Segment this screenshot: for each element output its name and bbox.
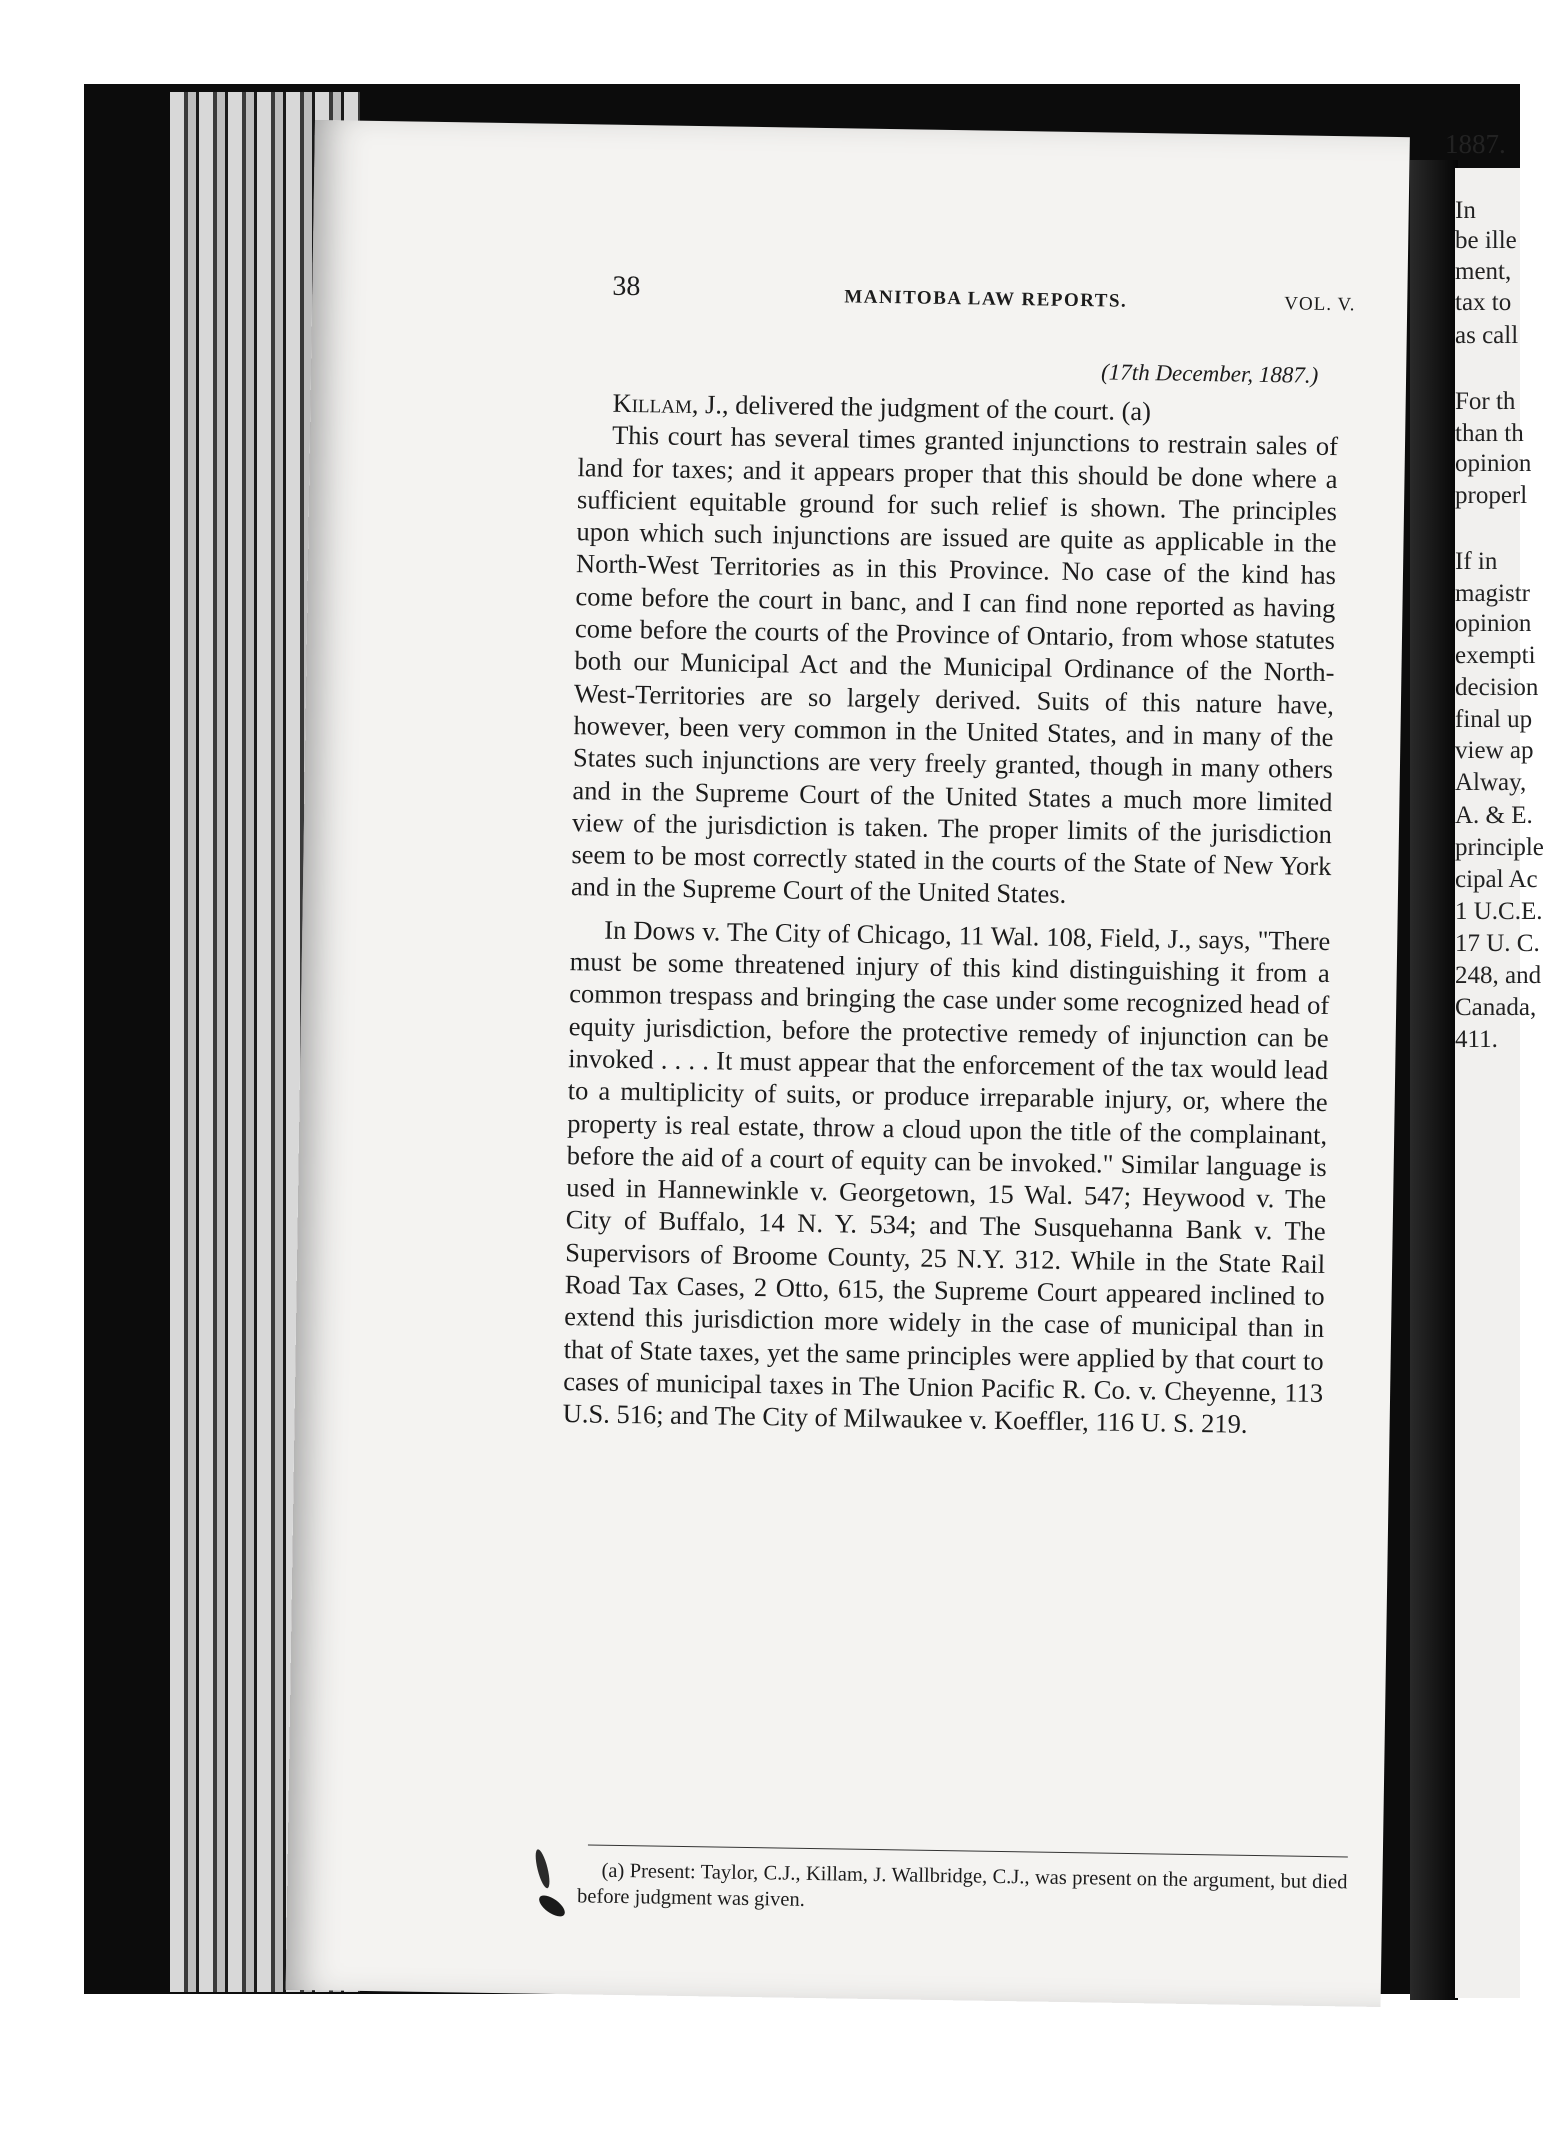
next-page-fragment: ment,	[1455, 258, 1512, 285]
next-page-fragment: opinion	[1455, 610, 1532, 637]
ink-smudge	[536, 1891, 569, 1920]
next-page-fragment: In	[1455, 197, 1476, 224]
next-page-fragment: opinion	[1455, 450, 1532, 477]
next-page-fragment: view ap	[1455, 737, 1534, 764]
ink-smudge-2	[533, 1848, 552, 1889]
opening-text: , J., delivered the judgment of the court. (a)	[691, 388, 1152, 427]
next-page-fragment: than th	[1455, 420, 1524, 447]
next-page-fragment: decision	[1455, 674, 1539, 701]
next-page-fragment: principle	[1455, 834, 1544, 861]
footnote: (a) Present: Taylor, C.J., Killam, J. Wallbridge, C.J., was present on the argument, but died before judgment was given.	[576, 1859, 1348, 1911]
next-page-fragment: exempti	[1455, 642, 1536, 669]
next-page-fragment: as call	[1455, 322, 1519, 349]
judge-name: Killam	[612, 387, 693, 419]
next-page-fragment: magistr	[1455, 580, 1530, 607]
book-spine-shadow	[1410, 160, 1458, 2000]
book-page	[286, 120, 1410, 2007]
next-page-fragment: properl	[1455, 482, 1528, 509]
next-page-fragment: For th	[1455, 388, 1516, 415]
next-page-fragment: 1 U.C.E.	[1455, 898, 1543, 925]
running-title: MANITOBA LAW REPORTS.	[844, 286, 1128, 312]
next-page-fragment: cipal Ac	[1455, 866, 1538, 893]
next-page-fragment: tax to	[1455, 289, 1512, 316]
next-page-fragment: Canada,	[1455, 994, 1537, 1021]
next-page-fragment: 1887.	[1445, 129, 1506, 159]
next-page-fragment: be ille	[1455, 227, 1517, 254]
next-page-fragment: 17 U. C.	[1455, 930, 1540, 957]
page-number: 38	[612, 270, 641, 303]
next-page-fragment: 248, and	[1455, 962, 1542, 989]
next-page-fragment: If in	[1455, 548, 1498, 575]
judgment-body	[562, 386, 1338, 1441]
next-page-fragment: Alway,	[1455, 769, 1527, 796]
next-page-fragment: final up	[1455, 706, 1533, 733]
next-page-strip	[1445, 129, 1544, 1998]
next-page-fragment: A. & E.	[1455, 802, 1533, 829]
paragraph-1: This court has several times granted injunctions to restrain sales of land for taxes; and it appears proper that this should be done where a sufficient equitable ground for such relief is shown. The principles upon which such injunctions are issued are quite as applicable in the North-West Territories as in this Province. No case of the kind has come before the court in banc, and I can find none reported as having come before the courts of the Province of Ontario, from whose statutes both our Municipal Act and the Municipal Ordinance of the North-West-Territories are so largely derived. Suits of this nature have, however, been very common in the United States, and in many of the States such injunctions are very freely granted, though in many others and in the Supreme Court of the United States a much more limited view of the jurisdiction is taken. The proper limits of the jurisdiction seem to be most correctly stated in the courts of the State of New York and in the Supreme Court of the United States.	[570, 420, 1339, 910]
volume-label: VOL. V.	[1284, 293, 1356, 316]
paragraph-2: In Dows v. The City of Chicago, 11 Wal. 108, Field, J., says, "There must be some threatened injury of this kind distinguishing it from a common trespass and bringing the case under some recognized head of equity jurisdiction, before the protective remedy of injunction can be invoked . . . . It must appear that the enforcement of the tax would lead to a multiplicity of suits, or produce irreparable injury, or, where the property is real estate, throw a cloud upon the title of the complainant, before the aid of a court of equity can be invoked." Similar language is used in Hannewinkle v. Georgetown, 15 Wal. 547; Heywood v. The City of Buffalo, 14 N. Y. 534; and The Susquehanna Bank v. The Supervisors of Broome County, 25 N.Y. 312. While in the State Rail Road Tax Cases, 2 Otto, 615, the Supreme Court appeared inclined to extend this jurisdiction more widely in the case of municipal than in that of State taxes, yet the same principles were applied by that court to cases of municipal taxes in The Union Pacific R. Co. v. Cheyenne, 113 U.S. 516; and The City of Milwaukee v. Koeffler, 116 U. S. 219.	[562, 914, 1331, 1440]
next-page-fragment: 411.	[1455, 1026, 1498, 1053]
judgment-date: (17th December, 1887.)	[1100, 359, 1319, 388]
footnote-divider	[588, 1845, 1348, 1858]
